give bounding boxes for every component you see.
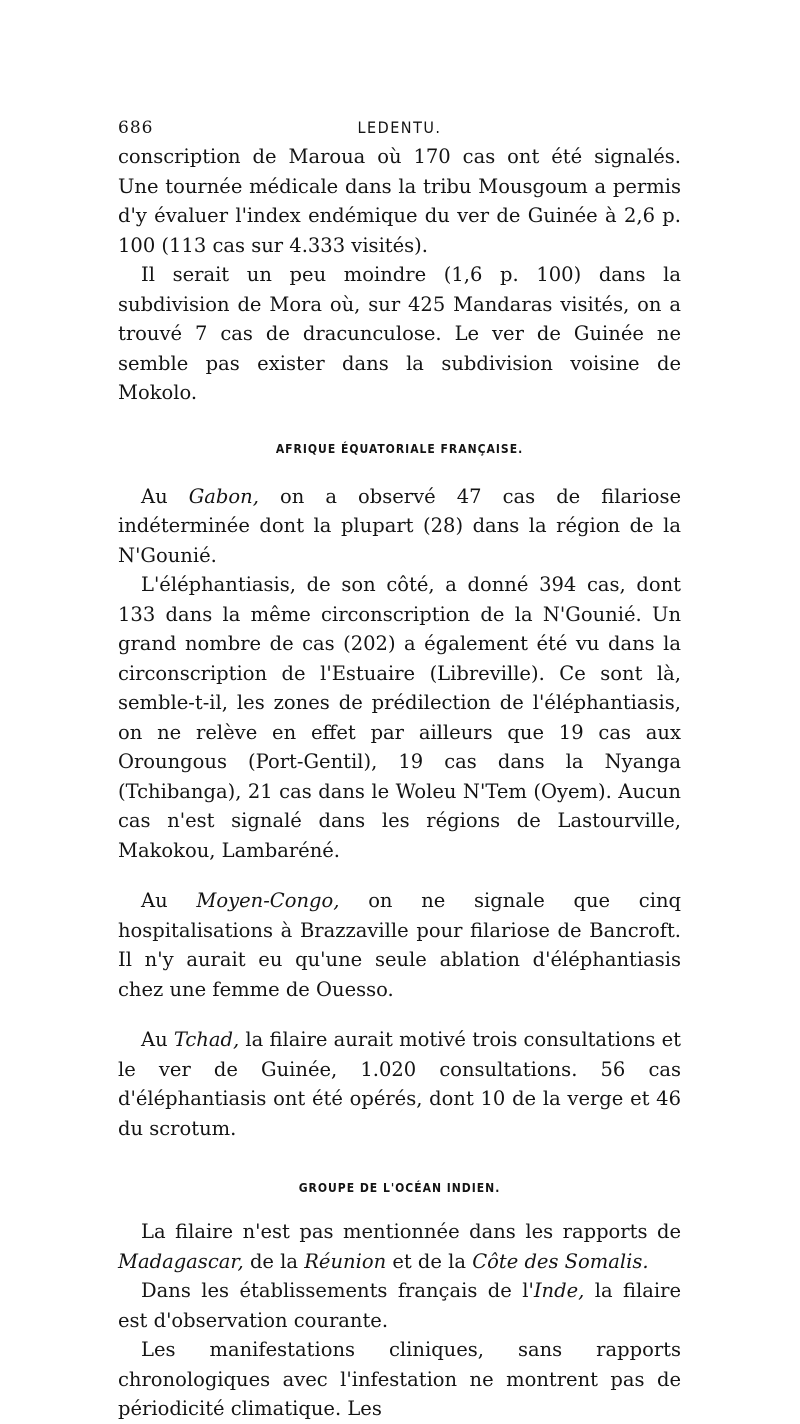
tchad-text: la filaire aurait motivé trois consultations et le ver de Guinée, 1.020 consultations. 56 cas d'éléphantiasis ont été opérés, dont 10 de la verge et 46 du scrotum. xyxy=(118,1028,682,1140)
paragraph-moyen-congo xyxy=(118,886,681,1004)
place-tchad: Tchad, xyxy=(173,1028,240,1051)
congo-text: on ne signale que cinq hospitalisations à Brazzaville pour filariose de Bancroft. Il n'y aurait eu qu'une seule ablation d'éléphantiasis chez une femme de Ouesso. xyxy=(118,889,681,1001)
place-moyen-congo: Moyen-Congo, xyxy=(196,889,340,912)
paragraph-elephantiasis: L'éléphantiasis, de son côté, a donné 394 cas, dont 133 dans la même circonscription de la N'Gounié. Un grand nombre de cas (202) a également été vu dans la circonscription de l'Estuaire (Libreville). Ce sont là, semble-t-il, les zones de prédilection de l'éléphantiasis, on ne relève en effet par ailleurs que 19 cas aux Oroungous (Port-Gentil), 19 cas dans la Nyanga (Tchibanga), 21 cas dans le Woleu N'Tem (Oyem). Aucun cas n'est signalé dans les régions de Lastourville, Makokou, Lambaréné. xyxy=(118,573,681,862)
paragraph-filaire-rapports xyxy=(118,1217,681,1276)
paragraph-maroua: conscription de Maroua où 170 cas ont été signalés. Une tournée médicale dans la tribu Mousgoum a permis d'y évaluer l'index endémique du ver de Guinée à 2,6 p. 100 (113 cas sur 4.333 visités). xyxy=(118,145,681,257)
paragraph-manifestations: Les manifestations cliniques, sans rapports chronologiques avec l'infestation ne montrent pas de périodicité climatique. Les xyxy=(118,1338,681,1420)
text-run: La filaire n'est pas mentionnée dans les rapports de xyxy=(141,1220,681,1243)
congo-intro: Au xyxy=(141,889,168,912)
gabon-text: on a observé 47 cas de filariose indéterminée dont la plupart (28) dans la région de la N'Gounié. xyxy=(118,484,681,567)
page-number: 686 xyxy=(118,118,154,138)
paragraph-tchad xyxy=(118,1025,681,1143)
paragraph-inde xyxy=(118,1276,681,1335)
text-run: de la xyxy=(249,1249,299,1273)
place-cote-des-somalis: Côte des Somalis. xyxy=(472,1249,649,1273)
text-run: et de la xyxy=(392,1249,467,1273)
section-heading-ocean-indien: GROUPE DE L'OCÉAN INDIEN. xyxy=(298,1181,501,1195)
running-head xyxy=(118,112,681,142)
text-run: la filaire est d'observation courante. xyxy=(118,1279,682,1332)
text-run: Dans les établissements français de l' xyxy=(141,1279,534,1302)
place-madagascar: Madagascar, xyxy=(118,1249,244,1273)
running-title-author: LEDENTU. xyxy=(357,118,442,137)
paragraph-gabon xyxy=(118,482,681,571)
tchad-intro: Au xyxy=(141,1028,168,1051)
book-page xyxy=(118,112,681,1424)
section-heading-aef: AFRIQUE ÉQUATORIALE FRANÇAISE. xyxy=(275,441,524,456)
gabon-intro: Au xyxy=(141,484,168,508)
place-inde: Inde, xyxy=(533,1279,585,1302)
paragraph-mora: Il serait un peu moindre (1,6 p. 100) dans la subdivision de Mora où, sur 425 Mandaras visités, on a trouvé 7 cas de dracunculose. Le ver de Guinée ne semble pas exister dans la subdivision voisine de Mokolo. xyxy=(118,263,681,404)
place-reunion: Réunion xyxy=(304,1249,387,1273)
place-gabon: Gabon, xyxy=(188,484,259,508)
